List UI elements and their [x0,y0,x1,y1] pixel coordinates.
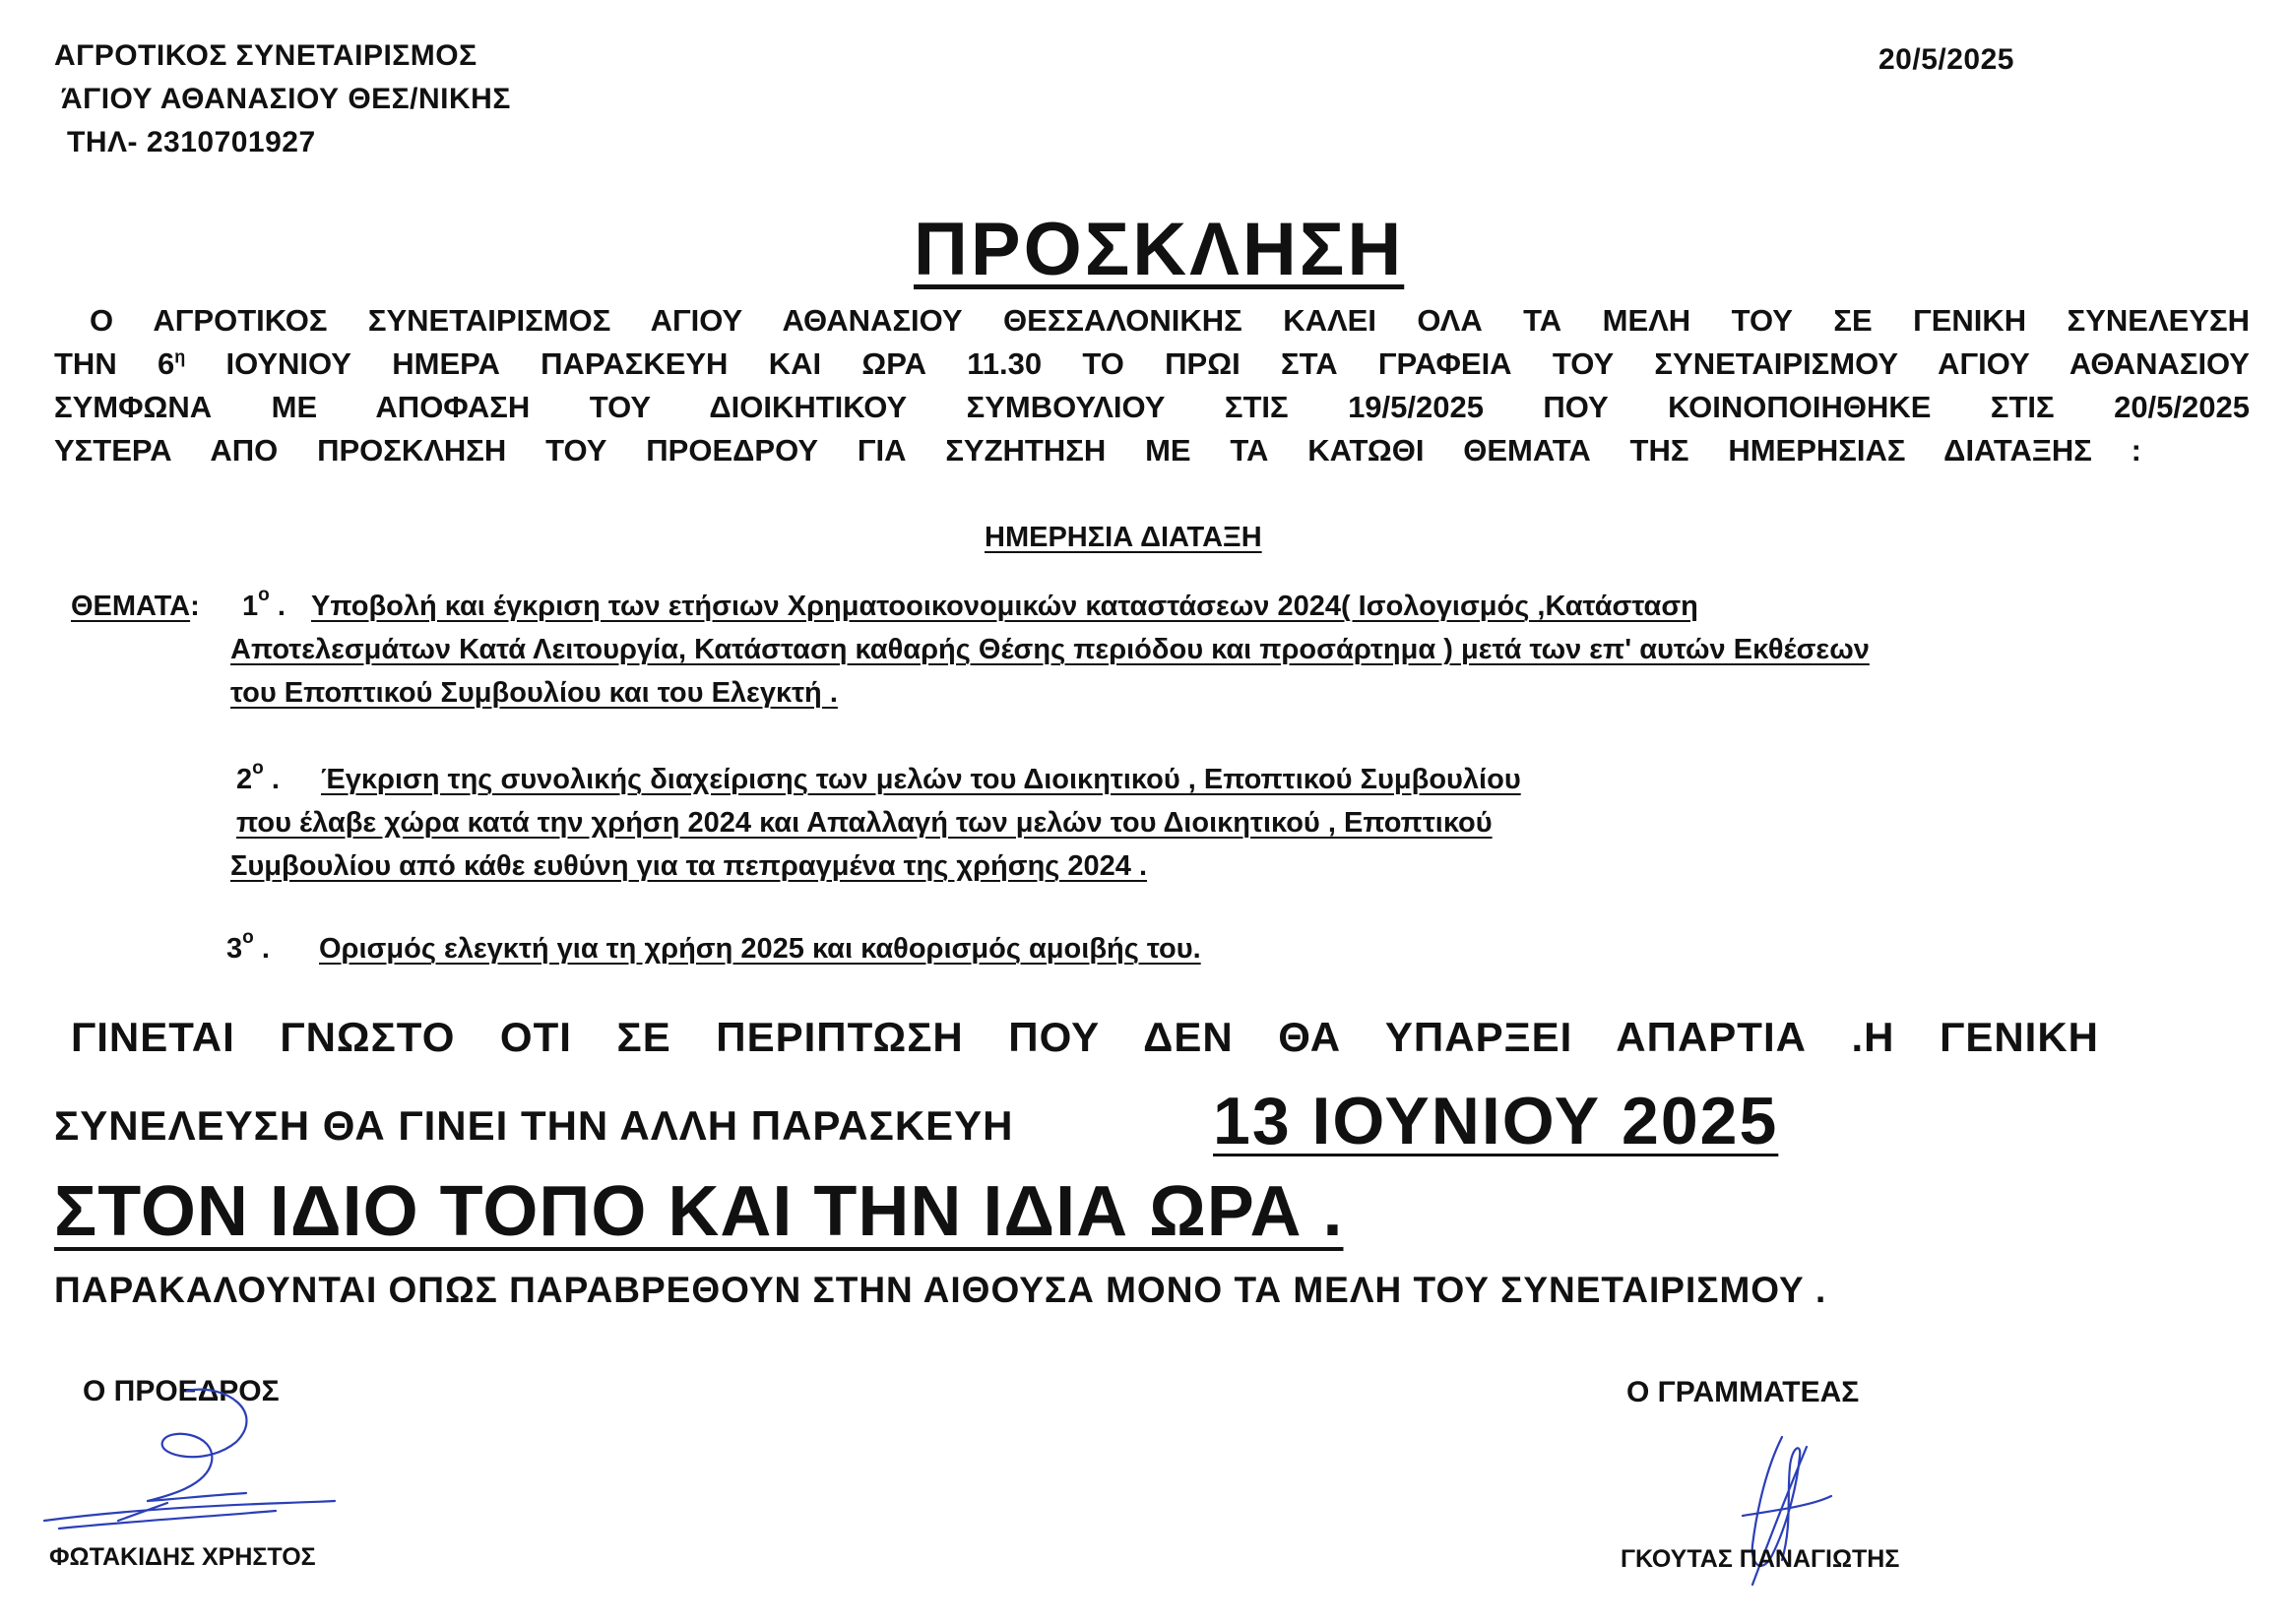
topics-label [71,591,200,623]
intro-line-2-sup: η [174,346,186,367]
topics-label-colon: : [190,591,200,622]
agenda-item-2-line-2: που έλαβε χώρα κατά την χρήση 2024 και Απαλλαγή των μελών του Διοικητικού , Εποπτικού [236,807,1493,839]
quorum-notice-line-2: ΣΥΝΕΛΕΥΣΗ ΘΑ ΓΙΝΕΙ ΤΗΝ ΑΛΛΗ ΠΑΡΑΣΚΕΥΗ [54,1102,1014,1149]
president-name: ΦΩΤΑΚΙΔΗΣ ΧΡΗΣΤΟΣ [49,1543,316,1571]
agenda-item-1-line-1: Υποβολή και έγκριση των ετήσιων Χρηματοοικονομικών καταστάσεων 2024( Ισολογισμός ,Κατάσταση [311,591,1698,622]
agenda-item-1-dot: . [277,591,286,622]
intro-line-2 [54,346,2250,382]
agenda-item-3-number [226,927,270,966]
agenda-item-3-sup: ο [242,927,254,948]
agenda-item-3-num: 3 [226,933,243,965]
org-phone: ΤΗΛ- 2310701927 [67,126,316,158]
agenda-item-1-line-2: Αποτελεσμάτων Κατά Λειτουργία, Κατάσταση καθαρής Θέσης περιόδου και προσάρτημα ) μετά των επ' αυτών Εκθέσεων [230,634,1870,665]
secretary-role: Ο ΓΡΑΜΜΑΤΕΑΣ [1626,1376,1860,1408]
document-date: 20/5/2025 [1878,43,2014,76]
agenda-item-2-dot: . [271,764,280,795]
agenda-item-2-line-1: Έγκριση της συνολικής διαχείρισης των μελών του Διοικητικού , Εποπτικού Συμβουλίου [321,764,1521,795]
agenda-item-2-number [236,758,280,796]
agenda-item-1-line-3: του Εποπτικού Συμβουλίου και του Ελεγκτή . [230,677,838,709]
president-role: Ο ΠΡΟΕΔΡΟΣ [83,1375,280,1407]
intro-line-2-post: ΙΟΥΝΙΟΥ ΗΜΕΡΑ ΠΑΡΑΣΚΕΥΗ ΚΑΙ ΩΡΑ 11.30 ΤΟ ΠΡΩΙ ΣΤΑ ΓΡΑΦΕΙΑ ΤΟΥ ΣΥΝΕΤΑΙΡΙΣΜΟΥ ΑΓΙΟΥ ΑΘΑΝΑΣΙΟΥ [185,346,2250,381]
org-name-line1: ΑΓΡΟΤΙΚΟΣ ΣΥΝΕΤΑΙΡΙΣΜΟΣ [54,39,477,72]
agenda-item-3-dot: . [261,933,270,965]
same-place-time: ΣΤΟΝ ΙΔΙΟ ΤΟΠΟ ΚΑΙ ΤΗΝ ΙΔΙΑ ΩΡΑ . [54,1172,1344,1251]
agenda-heading: ΗΜΕΡΗΣΙΑ ΔΙΑΤΑΞΗ [985,522,1262,553]
agenda-item-1-num: 1 [242,591,259,622]
agenda-item-2-line-3: Συμβουλίου από κάθε ευθύνη για τα πεπραγμένα της χρήσης 2024 . [230,850,1148,882]
agenda-item-1-number [242,585,286,623]
agenda-item-1-sup: ο [258,585,270,605]
org-name-line2: ΆΓΙΟΥ ΑΘΑΝΑΣΙΟΥ ΘΕΣ/ΝΙΚΗΣ [61,83,511,115]
secretary-name: ΓΚΟΥΤΑΣ ΠΑΝΑΓΙΩΤΗΣ [1621,1545,1900,1573]
president-signature [39,1373,364,1540]
intro-line-2-pre: ΤΗΝ 6 [54,346,175,381]
agenda-item-2-sup: ο [252,758,264,779]
quorum-notice-line-1: ΓΙΝΕΤΑΙ ΓΝΩΣΤΟ ΟΤΙ ΣΕ ΠΕΡΙΠΤΩΣΗ ΠΟΥ ΔΕΝ ΘΑ ΥΠΑΡΞΕΙ ΑΠΑΡΤΙΑ .Η ΓΕΝΙΚΗ [71,1014,2099,1060]
members-only-notice: ΠΑΡΑΚΑΛΟΥΝΤΑΙ ΟΠΩΣ ΠΑΡΑΒΡΕΘΟΥΝ ΣΤΗΝ ΑΙΘΟΥΣΑ ΜΟΝΟ ΤΑ ΜΕΛΗ ΤΟΥ ΣΥΝΕΤΑΙΡΙΣΜΟΥ . [54,1270,1827,1310]
agenda-item-3-line-1: Ορισμός ελεγκτή για τη χρήση 2025 και καθορισμός αμοιβής του. [319,933,1201,965]
intro-line-4: ΥΣΤΕΡΑ ΑΠΟ ΠΡΟΣΚΛΗΣΗ ΤΟΥ ΠΡΟΕΔΡΟΥ ΓΙΑ ΣΥΖΗΤΗΣΗ ΜΕ ΤΑ ΚΑΤΩΘΙ ΘΕΜΑΤΑ ΤΗΣ ΗΜΕΡΗΣΙΑΣ ΔΙΑΤΑΞΗΣ : [54,433,2141,468]
agenda-item-2-num: 2 [236,764,253,795]
intro-line-1: Ο ΑΓΡΟΤΙΚΟΣ ΣΥΝΕΤΑΙΡΙΣΜΟΣ ΑΓΙΟΥ ΑΘΑΝΑΣΙΟΥ ΘΕΣΣΑΛΟΝΙΚΗΣ ΚΑΛΕΙ ΟΛΑ ΤΑ ΜΕΛΗ ΤΟΥ ΣΕ ΓΕΝΙΚΗ ΣΥΝΕΛΕΥΣΗ [90,303,2250,338]
intro-line-3: ΣΥΜΦΩΝΑ ΜΕ ΑΠΟΦΑΣΗ ΤΟΥ ΔΙΟΙΚΗΤΙΚΟΥ ΣΥΜΒΟΥΛΙΟΥ ΣΤΙΣ 19/5/2025 ΠΟΥ ΚΟΙΝΟΠΟΙΗΘΗΚΕ ΣΤΙΣ 20/5/2025 [54,390,2250,424]
repeat-meeting-date: 13 ΙΟΥΝΙΟΥ 2025 [1213,1084,1779,1158]
topics-label-text: ΘΕΜΑΤΑ [71,591,191,622]
document-title: ΠΡΟΣΚΛΗΣΗ [914,208,1405,291]
